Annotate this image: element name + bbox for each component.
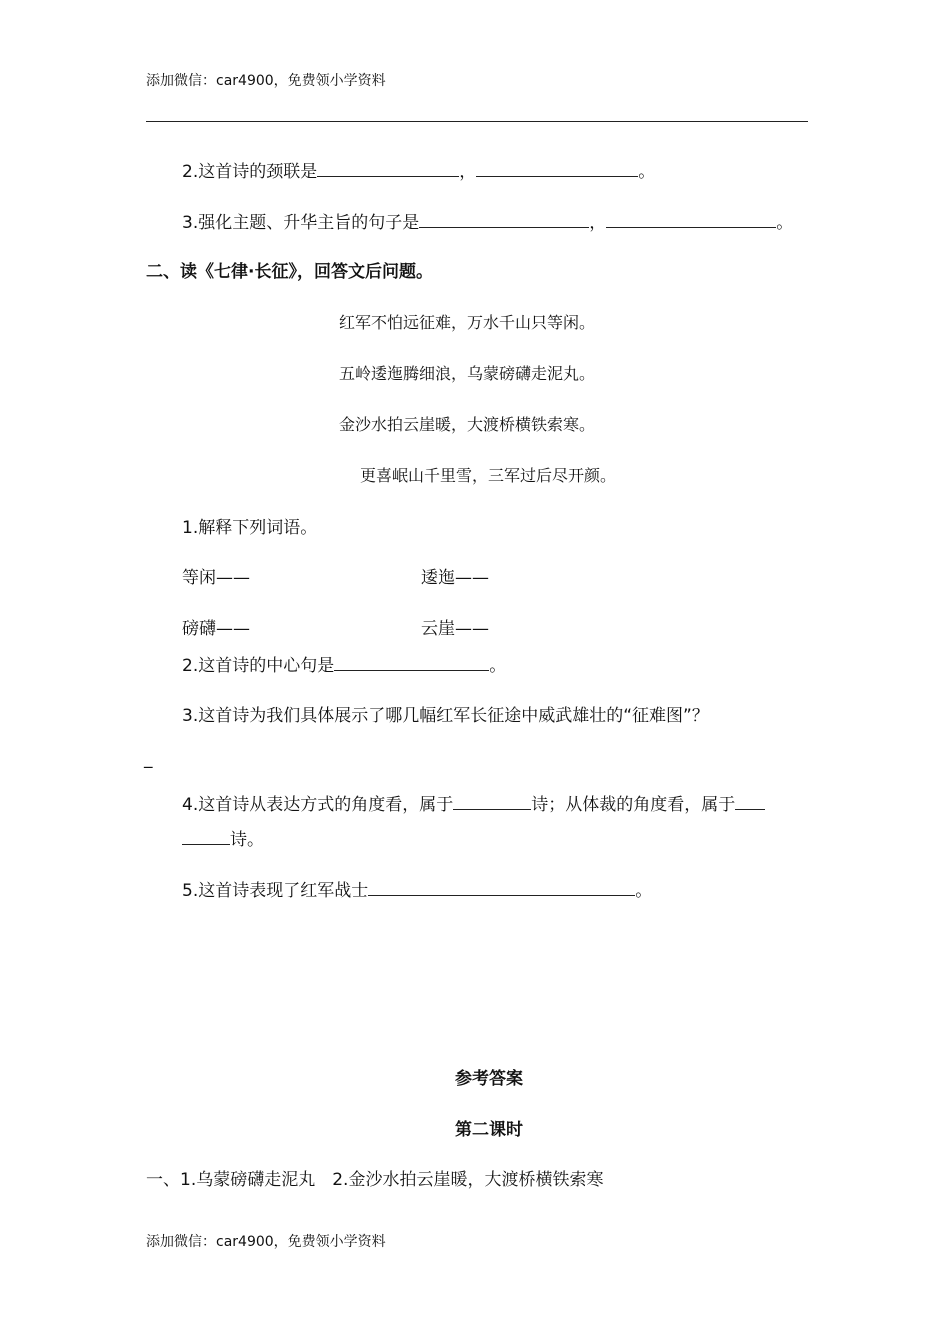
answer-blank[interactable] [182,828,230,845]
answer-blank[interactable] [735,793,765,810]
question-3-line [182,211,793,234]
s2-question-4-line [182,793,765,816]
s2-question-4-text-a: 4.这首诗从表达方式的角度看，属于 [182,795,454,815]
question-3-text: 3.强化主题、升华主旨的句子是 [182,213,420,233]
answer-blank[interactable] [419,211,589,228]
s2-question-1: 1.解释下列词语。 [182,518,318,538]
line-end: 。 [489,656,507,676]
answer-blank[interactable] [368,879,635,896]
question-2-line [182,160,655,183]
s2-question-2-text: 2.这首诗的中心句是 [182,656,335,676]
line-end: 。 [635,881,653,901]
s2-question-5-line [182,879,652,902]
s2-question-5-text: 5.这首诗表现了红军战士 [182,881,369,901]
section-2-title: 二、读《七律·长征》，回答文后问题。 [146,262,433,282]
poem-line-2: 五岭逶迤腾细浪，乌蒙磅礴走泥丸。 [339,364,596,383]
s2-question-4-text-c: 诗。 [230,830,264,850]
s2-question-2-line [182,654,506,677]
poem-line-4: 更喜岷山千里雪，三军过后尽开颜。 [360,466,617,485]
question-2-text: 2.这首诗的颈联是 [182,162,318,182]
term-yunya: 云崖—— [421,619,489,639]
answer-blank[interactable] [317,160,459,177]
separator: ， [589,213,607,233]
term-weiyi: 逶迤—— [421,568,489,588]
answer-line: 一、1.乌蒙磅礴走泥丸 2.金沙水拍云崖暖，大渡桥横铁索寒 [146,1170,604,1190]
line-end: 。 [638,162,656,182]
answer-blank[interactable] [606,211,776,228]
poem-line-3: 金沙水拍云崖暖，大渡桥横铁索寒。 [339,415,596,434]
header-text: 添加微信：car4900，免费领小学资料 [146,73,386,89]
header-divider [146,121,808,122]
lesson-title: 第二课时 [455,1120,523,1140]
answers-title: 参考答案 [455,1069,523,1089]
line-end: 。 [776,213,794,233]
answer-blank[interactable] [334,654,489,671]
s2-question-3-blank[interactable]: _ [144,749,153,769]
term-pangbo: 磅礴—— [182,619,250,639]
term-dengxian: 等闲—— [182,568,250,588]
separator: ， [459,162,477,182]
answer-blank[interactable] [476,160,638,177]
s2-question-4-text-b: 诗；从体裁的角度看，属于 [531,795,736,815]
s2-question-4-cont [182,828,264,851]
s2-question-3: 3.这首诗为我们具体展示了哪几幅红军长征途中威武雄壮的“征难图”？ [182,706,709,726]
poem-line-1: 红军不怕远征难，万水千山只等闲。 [339,313,596,332]
answer-blank[interactable] [453,793,531,810]
footer-text: 添加微信：car4900，免费领小学资料 [146,1234,386,1250]
